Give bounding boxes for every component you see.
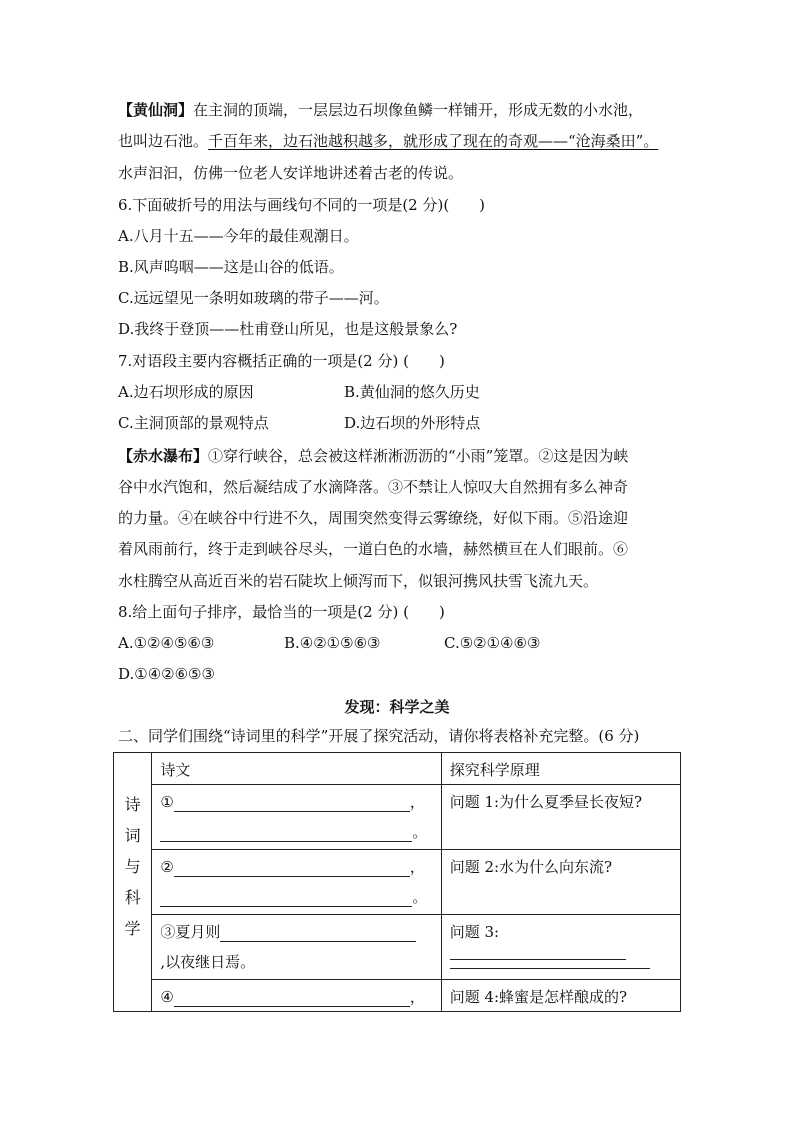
table-row bbox=[114, 915, 681, 980]
q8-option-c[interactable]: C.⑤②①④⑥③ bbox=[444, 634, 541, 652]
poem-cell-2: ② ， 。 bbox=[152, 850, 441, 915]
passage2-line4: 着风雨前行，终于走到峡谷尽头，一道白色的水墙，赫然横亘在人们眼前。⑥ bbox=[118, 540, 629, 558]
q6-option-c[interactable]: C.远远望见一条明如玻璃的带子——河。 bbox=[118, 289, 389, 307]
poem-blank-4[interactable] bbox=[174, 990, 410, 1007]
side-label-char: 词 bbox=[124, 826, 141, 845]
q8-stem: 8.给上面句子排序，最恰当的一项是(2 分) ( ) bbox=[118, 603, 445, 621]
poem-cell-3: ③夏月则 ,以夜继日焉。 bbox=[152, 915, 441, 980]
section2-stem: 二、同学们围绕“诗词里的科学”开展了探究活动，请你将表格补充完整。(6 分) bbox=[118, 727, 640, 745]
q8-option-b[interactable]: B.④②①⑤⑥③ bbox=[284, 634, 381, 652]
q6-stem: 6.下面破折号的用法与画线句不同的一项是(2 分)( ) bbox=[118, 196, 486, 214]
passage2-line5: 水柱腾空从高近百米的岩石陡坎上倾泻而下，似银河携风扶雪飞流九天。 bbox=[118, 572, 599, 590]
poem-blank-1b[interactable] bbox=[160, 825, 412, 842]
header-poem: 诗文 bbox=[152, 753, 441, 785]
q6-option-a[interactable]: A.八月十五——今年的最佳观潮日。 bbox=[118, 227, 359, 245]
q7-options-row2 bbox=[118, 413, 698, 433]
q8-options-row1 bbox=[118, 633, 698, 653]
passage2-line3: 的力量。④在峡谷中行进不久，周围突然变得云雾缭绕，好似下雨。⑤沿途迎 bbox=[118, 509, 629, 527]
poem-blank-2b[interactable] bbox=[160, 890, 412, 907]
side-label-cell bbox=[114, 753, 152, 1012]
passage2-line2: 谷中水汽饱和，然后凝结成了水滴降落。③不禁让人惊叹大自然拥有多么神奇 bbox=[118, 478, 629, 496]
side-label-char: 与 bbox=[124, 857, 141, 876]
principle-cell-1: 问题 1:为什么夏季昼长夜短? bbox=[441, 785, 680, 850]
passage1-line1: 【黄仙洞】在主洞的顶端，一层层边石坝像鱼鳞一样铺开，形成无数的小水池， bbox=[118, 101, 644, 119]
poem-blank-2a[interactable] bbox=[174, 860, 410, 877]
side-label-char: 诗 bbox=[124, 795, 141, 814]
table-row bbox=[114, 980, 681, 1012]
poem-line-3b: ,以夜继日焉。 bbox=[160, 953, 256, 971]
poem-cell-1: ① ， 。 bbox=[152, 785, 441, 850]
principle-cell-3: 问题 3: bbox=[441, 915, 680, 980]
poem-blank-1a[interactable] bbox=[174, 795, 410, 812]
passage1-label: 【黄仙洞】 bbox=[118, 101, 194, 119]
header-principle: 探究科学原理 bbox=[441, 753, 680, 785]
side-label-char: 学 bbox=[124, 919, 141, 938]
q7-option-c[interactable]: C.主洞顶部的景观特点 bbox=[118, 414, 269, 432]
passage2-label: 【赤水瀑布】 bbox=[118, 447, 209, 465]
q8-option-d[interactable]: D.①④②⑥⑤③ bbox=[118, 665, 215, 683]
principle-cell-2: 问题 2:水为什么向东流? bbox=[441, 850, 680, 915]
q7-stem: 7.对语段主要内容概括正确的一项是(2 分) ( ) bbox=[118, 352, 445, 370]
principle-blank-3b[interactable] bbox=[450, 952, 650, 969]
passage1-line3: 水声汩汩，仿佛一位老人安详地讲述着古老的传说。 bbox=[118, 164, 464, 182]
passage1-line2: 也叫边石池。千百年来，边石池越积越多，就形成了现在的奇观——“沧海桑田”。 bbox=[118, 132, 659, 150]
poem-cell-4: ④ ， bbox=[152, 980, 441, 1012]
table-row bbox=[114, 850, 681, 915]
underlined-sentence: 千百年来，边石池越积越多，就形成了现在的奇观——“沧海桑田”。 bbox=[208, 132, 659, 150]
q7-option-a[interactable]: A.边石坝形成的原因 bbox=[118, 383, 254, 401]
q8-option-a[interactable]: A.①②④⑤⑥③ bbox=[118, 634, 215, 652]
side-label-char: 科 bbox=[124, 888, 141, 907]
q7-option-d[interactable]: D.边石坝的外形特点 bbox=[344, 414, 481, 432]
table-row bbox=[114, 785, 681, 850]
principle-cell-4: 问题 4:蜂蜜是怎样酿成的? bbox=[441, 980, 680, 1012]
poetry-science-table bbox=[113, 752, 681, 1012]
q7-option-b[interactable]: B.黄仙洞的悠久历史 bbox=[344, 383, 480, 401]
poem-blank-3[interactable] bbox=[220, 925, 416, 942]
q6-option-b[interactable]: B.风声呜咽——这是山谷的低语。 bbox=[118, 258, 344, 276]
q6-option-d[interactable]: D.我终于登顶——杜甫登山所见，也是这般景象么? bbox=[118, 320, 458, 338]
passage2-line1: 【赤水瀑布】①穿行峡谷，总会被这样淅淅沥沥的“小雨”笼罩。②这是因为峡 bbox=[118, 447, 629, 465]
q7-options-row1 bbox=[118, 382, 698, 402]
section-title: 发现：科学之美 bbox=[344, 698, 450, 716]
